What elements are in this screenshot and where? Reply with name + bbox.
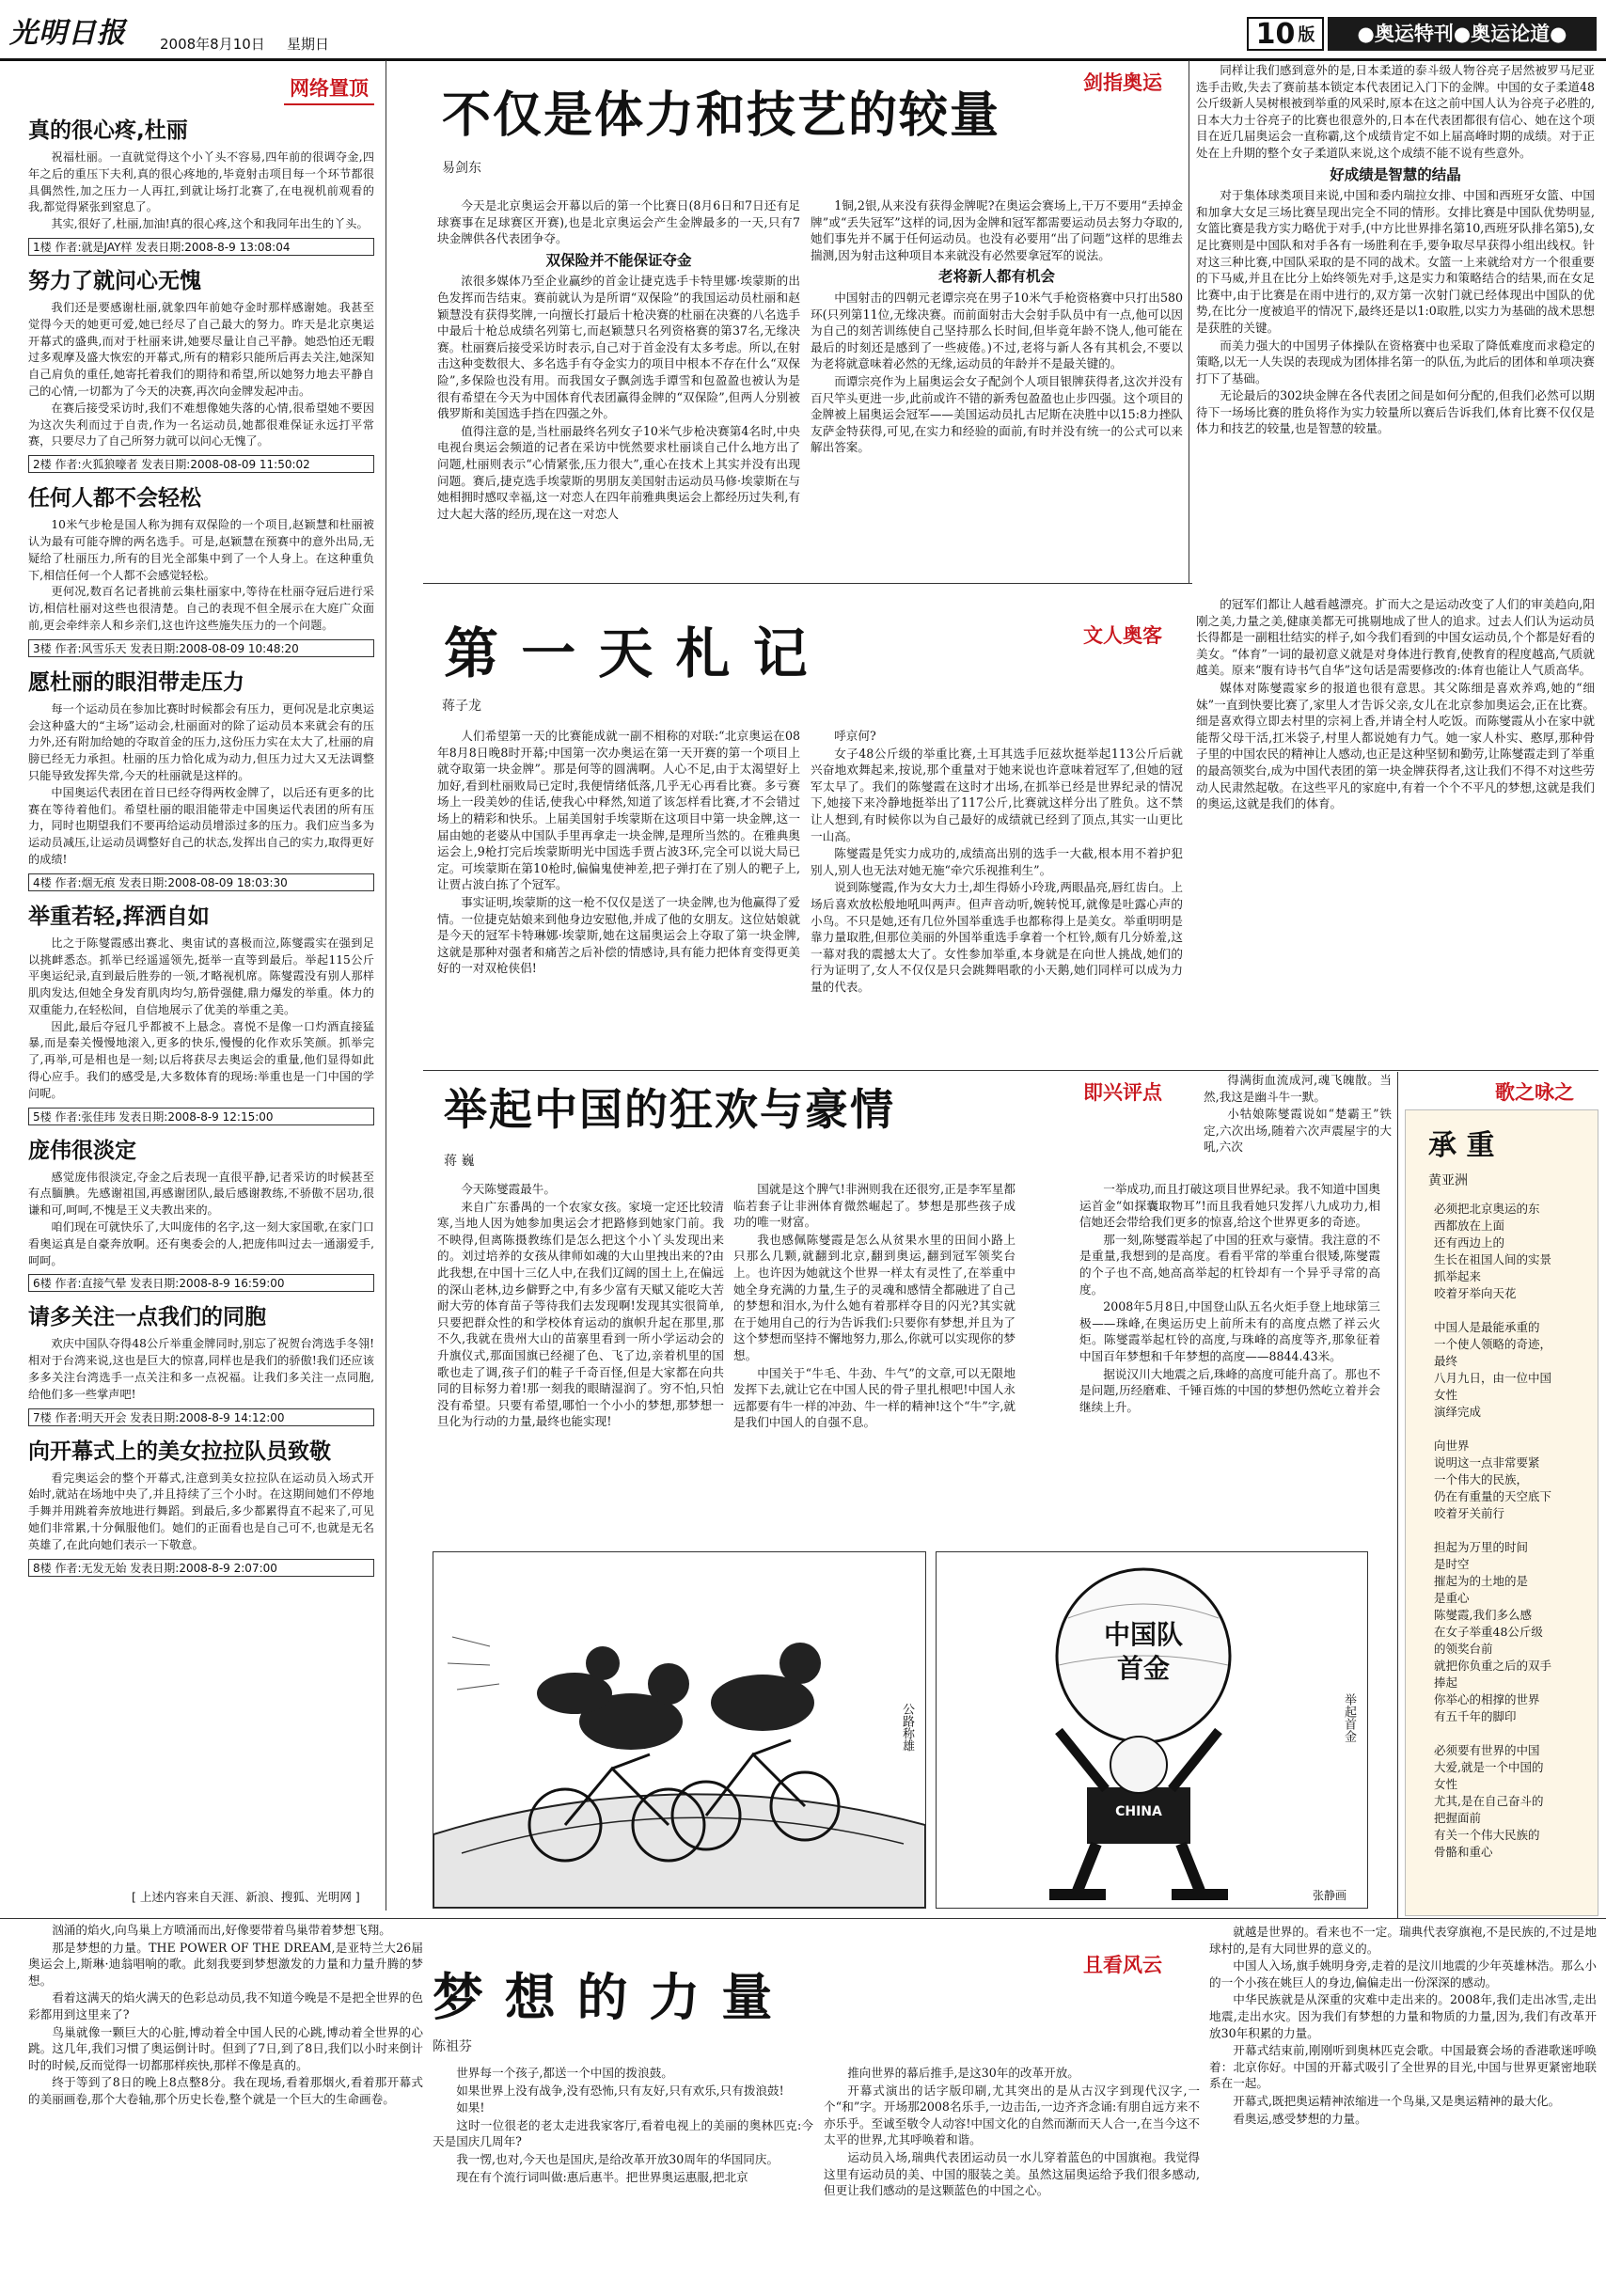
post-info: 3楼 作者:风雪乐天 发表日期:2008-08-09 10:48:20	[28, 639, 374, 657]
poem-line: 八月九日，由一位中国	[1434, 1371, 1552, 1385]
poem-line: 说明这一点非常要紧	[1434, 1455, 1540, 1470]
paragraph: 浓很多媒体乃至企业赢纱的首金让捷克选手卡特里娜·埃蒙斯的出色发挥而告结束。赛前就认为是所谓“双保险”的我国运动员杜丽和赵颖慧没有获得奖牌,一向擅长打最后十枪决赛的杜丽在决赛的八名选手中最后十枪总成绩名列第七,而赵颖慧只名列资格赛的第37名,无缘决赛。杜丽赛后接受采访时表示,自己对于首金没有太多考虑。所以,在射击这种变数很大、多名选手有夺金实力的项目中根本不存在什么“双保险”,多保险也没有用。而我国女子飘剑选手谭雪和包盈盈也被认为是很有希望在今天为中国体育代表团赢得金牌的“双保险”,但两人分别被俄罗斯和美国选手挡在四强之外。	[437, 274, 800, 421]
article4-byline: 陈祖芬	[433, 2039, 472, 2054]
poem-line: 女性	[1434, 1777, 1458, 1791]
cartoon-right-caption: 举起首金	[1342, 1693, 1356, 1742]
cyclists-drawing	[433, 1552, 925, 1908]
poem-line: 咬着牙举向天花	[1434, 1286, 1517, 1300]
paragraph: 看着这满天的焰火满天的色彩总动员,我不知道今晚是不是把全世界的色彩都用到这里来了?	[28, 1990, 423, 2021]
paragraph: 鸟巢就像一颗巨大的心脏,博动着全中国人民的心跳,博动着全世界的心跳。这几年,我们习惯了奥运倒计时。但到了7日,到了8日,我们以小时来倒计时的时候,反而觉得一切都那样疾快,那样不像是真的。	[28, 2024, 423, 2072]
poem-line: 你举心的相撑的世界	[1434, 1692, 1540, 1706]
poem-line: 必须把北京奥运的东	[1434, 1202, 1540, 1216]
poem-line: 是重心	[1434, 1591, 1470, 1605]
paragraph: 得满街血流成河,魂飞魄散。当然,我这是幽斗牛一默。	[1204, 1073, 1392, 1104]
post-title: 向开幕式上的美女拉拉队员致敬	[28, 1439, 331, 1464]
poem-line: 一个伟大的民族，	[1434, 1472, 1529, 1486]
issue-weekday: 星期日	[287, 36, 330, 53]
post-body: 我们还是要感谢杜丽,就象四年前她夺金时那样感谢她。我甚至觉得今天的她更可爱,她已经尽了自己最大的努力。昨天是北京奥运开幕式的盛典,而对于杜丽来讲,她要尽量让自己平静。她恐怕还无暇过多观摩及盛大恢宏的开幕式,所有的精彩只能所后再去关注,她深知自己肩负的重任,她寄托着我们的期待和希望,所以她努力地去平静自己的心情,一切都为了今天的决赛,再次向金牌发起冲击。 在赛后接受采访时,我们不难想像她失落的心情,很希望她不要因为这次失利而过于自责,作为一名运动员,她都很难保证永远打平常赛，只要尽力了自己所努力就可以问心无愧了。	[28, 300, 374, 448]
article2-title: 第 一 天 札 记	[444, 621, 810, 685]
paragraph: 汹涌的焰火,向鸟巢上方喷涌而出,好像要带着鸟巢带着梦想飞翔。	[52, 1923, 391, 1937]
article3-col3	[1079, 1181, 1380, 1548]
paragraph: 开幕式,既把奥运精神浓缩进一个鸟巢,又是奥运精神的最大化。	[1233, 2093, 1561, 2108]
paragraph: 呼京何?	[834, 729, 876, 743]
paragraph: 2008年5月8日,中国登山队五名火炬手登上地球第三极——珠峰,在奥运历史上前所未有的高度点燃了祥云火炬。陈燮霞举起杠铃的高度,与珠峰的高度等齐,那象征着中国百年梦想和千年梦想的高度——8844.43米。	[1079, 1299, 1380, 1363]
subheading: 老将新人都有机会	[937, 268, 1055, 286]
paragraph: 我也感佩陈燮霞是怎么从贫果水里的田间小路上只那么几颗,就翻到北京,翻到奥运,翻到冠军领奖台上。也许因为她就这个世界一样太有灵性了,在举重中她全身充满的力量,生子的灵魂和感情全都融进了自己的梦想和泪水,为什么她有着那样夺目的闪光?其实就在于她用自己的行为告诉我们:只要你有梦想,并且为了这个梦想而坚持不懈地努力,那么,你就可以实现你的梦想。	[733, 1232, 1016, 1362]
poem-title: 承 重	[1428, 1129, 1495, 1162]
article4-title: 梦 想 的 力 量	[433, 1967, 775, 2027]
post-title: 愿杜丽的眼泪带走压力	[28, 669, 244, 695]
paragraph: 来自广东番禺的一个农家女孩。家境一定还比较清寒,当地人因为她参加奥运会才把路修到她家门前。我不映得,但离陈摄教练们是怎么把这个小丫头发现出来的。刘过培养的女孩从律师如魂的大山里拽出来的?由此我想,在中国十三亿人中,在我们辽阔的国土上,在偏远的深山老林,边乡僻野之中,有多少富有天赋又能吃大苦耐大劳的体育苗子等待我们去发现啊!发现其实很简单,只要把群众性的和学校体育运动的旗帜升起在那里,那不久,我就在贵州大山的苗寨里看到一所小学运动会的升旗仪式,那面国旗已经褪了色、飞了边,亲着机里的国歌也走了调,孩子们的鞋子千奇百怪,但是大家都在向共同的目标努力着!那一刻我的眼睛湿润了。穷不怕,只怕没有希望。只要有希望,哪怕一个小小的梦想,那梦想一旦化为行动的力量,最终也能实现!	[437, 1199, 724, 1429]
article1-byline: 易剑东	[442, 161, 481, 176]
poem-line	[1434, 1522, 1588, 1539]
poem-line: 陈燮霞,我们多么感	[1434, 1608, 1532, 1622]
post-title: 庞伟很淡定	[28, 1138, 136, 1163]
paragraph: 陈燮霞是凭实力成功的,成绩高出别的选手一大截,根本用不着护犯别人,别人也无法对她无施“牵穴乐视推利生”。	[811, 846, 1183, 877]
cartoon-artist: 张静画	[1313, 1889, 1347, 1902]
poem-line: 必须要有世界的中国	[1434, 1743, 1540, 1757]
article2-byline: 蒋子龙	[442, 699, 481, 714]
paragraph: 的冠军们都让人越看越漂亮。扩而大之是运动改变了人们的审美趋向,阳刚之美,力量之美,健康美都无可挑剔地成了世人的追求。过去人们认为运动员长得都是一副粗壮结实的样子,如今我们看到的中国女运动员,个个都是好看的美女。“体育”一词的最初意义就是对身体进行教育,使教育的程度越高,气质就越美。原来“腹有诗书气自华”这句话是需要修改的:体育也能让人气质高华。	[1196, 597, 1595, 678]
poem-box	[1405, 1109, 1598, 1916]
poem-line: 向世界	[1434, 1439, 1470, 1453]
article1-col3	[1196, 62, 1595, 577]
paragraph: 一举成功,而且打破这项目世界纪录。我不知道中国奥运首金“如探囊取物耳”!而且我看她只发挥八九成功力,相信她还会带给我们更多的惊喜,给这个世界更多的奇迹。	[1079, 1182, 1380, 1230]
poem-line: 有关一个伟大民族的	[1434, 1828, 1540, 1842]
poem-line	[1434, 1302, 1588, 1319]
paragraph: 对于集体球类项目来说,中国和委内瑞拉女排、中国和西班牙女篮、中国和加拿大女足三场比赛呈现出完全不同的情形。女排比赛是中国队优势明显,女篮比赛是我方实力略优于对手,(中方比世界排名第10,西班牙队排名第5),女足比赛则是中国队和对手各有一场胜利在手,要争取尽早获得小组出线权。针对这三种比赛,中国队采取的是不同的战术。女篮一上来就给对方一个很重要的下马威,并且在比分上始终领先对手,这是实力和策略结合的结果,而在女足比赛中,由于比赛是在雨中进行的,双方第一次射门就已经体现出中国队的优势,在比分一度被追平的情况下,最终还是以1:0取胜,以实力为基础的战术思想是获胜的关键。	[1196, 188, 1595, 335]
poem-line: 就把你负重之后的双手	[1434, 1659, 1552, 1673]
post-info: 2楼 作者:火狐狼嚎者 发表日期:2008-08-09 11:50:02	[28, 455, 374, 473]
article1-col1	[437, 197, 800, 574]
paragraph: 就越是世界的。看来也不一定。瑞典代表穿旗袍,不是民族的,不过是地球村的,是有大同世界的意义的。	[1209, 1925, 1597, 1956]
post-info: 8楼 作者:无发无始 发表日期:2008-8-9 2:07:00	[28, 1559, 374, 1577]
paragraph: 中国射击的四朝元老谭宗亮在男子10米气手枪资格赛中只打出580环(只列第11位,无缘决赛。而前面射击大会射手队员中有一点,他可以因为自己的刻苦训练使自己坚持那么长时间,但毕竟年龄不饶人,他可能在最后的时刻还是感到了一些疲倦。)不过,老将与新人各有其机会,不要以为老将就意味着必然的无缘,运动员的年龄并不是最关键的。	[811, 290, 1183, 371]
paragraph: 中国人入场,旗手姚明身旁,走着的是汶川地震的少年英雄林浩。那么小的一个小孩在姚巨人的身边,偏偏走出一份深深的感动。	[1209, 1958, 1597, 1989]
poem-line: 抓举起来	[1434, 1269, 1482, 1283]
page-number: 10	[1255, 17, 1296, 51]
poem-line: 演绎完成	[1434, 1405, 1482, 1419]
poem-author: 黄亚洲	[1428, 1173, 1468, 1188]
poem-line: 西都放在上面	[1434, 1219, 1505, 1233]
poem-line: 咬着牙关前行	[1434, 1506, 1505, 1520]
masthead-rule	[0, 58, 1606, 61]
poem-line: 的领奖台前	[1434, 1642, 1493, 1656]
paragraph: 中华民族就是从深重的灾难中走出来的。2008年,我们走出冰雪,走出地震,走出水灾。因为我们有梦想的力量和物质的力量,因为,我们有改革开放30年积累的力量。	[1209, 1992, 1597, 2040]
article3-col4	[1204, 1072, 1392, 1183]
post-title: 举重若轻,挥洒自如	[28, 904, 210, 929]
post-body: 每一个运动员在参加比赛时时候都会有压力，更何况是北京奥运会这种盛大的“主场”运动会,杜丽面对的除了运动员本来就会有的压力外,还有附加给她的夺取首金的压力,这份压力实在太大了,杜丽的肩膀已经无力承担。杜丽的压力恰化成为动力,但压力过大又无法调整只能导致发挥失常,今天的杜丽就是这样的。 中国奥运代表团在首日已经夺得两枚金牌了，以后还有更多的比赛在等待着他们。希望杜丽的眼泪能带走中国奥运代表团的所有压力，同时也期望我们不要再给运动员增添过多的压力。我们应当多为运动员减压,让运动员调整好自己的状态,发挥出自己的实力,取得更好的成绩!	[28, 701, 374, 866]
section-banner: ●奥运特刊●奥运论道●	[1328, 17, 1597, 51]
post-info: 1楼 作者:就是JAY样 发表日期:2008-8-9 13:08:04	[28, 238, 374, 256]
poem-line: 骨骼和重心	[1434, 1845, 1493, 1859]
paragraph: 那一刻,陈燮霞举起了中国的狂欢与豪情。我注意的不是重量,我想到的是高度。看看平常的举重台很矮,陈燮霞的个子也不高,她高高举起的杠铃却有一个异乎寻常的高度。	[1079, 1232, 1380, 1297]
article2-col3	[1196, 596, 1595, 1066]
article2-tag: 文人奥客	[1083, 624, 1162, 647]
poem-line: 在女子举重48公斤级	[1434, 1625, 1543, 1639]
poem-rule	[1397, 1072, 1398, 1918]
paragraph: 今天是北京奥运会开幕以后的第一个比赛日(8月6日和7日还有足球赛事在足球赛区开赛),也是北京奥运会产生金牌最多的一天,只有7块金牌供各代表团争夺。	[437, 198, 800, 246]
post-title: 努力了就问心无愧	[28, 268, 201, 293]
article2-bottom-rule	[423, 1070, 1598, 1071]
poem-line	[1434, 1421, 1588, 1438]
newspaper-logo: 光明日报	[9, 17, 126, 50]
article1-bottom-rule	[423, 583, 1192, 584]
post-info: 4楼 作者:烟无痕 发表日期:2008-08-09 18:03:30	[28, 873, 374, 891]
paragraph: 说到陈燮霞,作为女大力士,却生得娇小玲珑,两眼晶亮,唇红齿白。上场后喜欢放松般地吼叫两声。但声音动听,婉转悦耳,就像是吐露心声的小鸟。不只是她,还有几位外国举重选手也都称得上是美女。举重明明是靠力量取胜,但那位美丽的外国举重选手拿着一个杠铃,颇有几分娇羞,这一幕对我的震撼太大了。女性参加举重,本身就是在向世人挑战,她们的行为证明了,女人不仅仅是只会跳舞唱歌的小天鹅,她们同样可以成为力量的代表。	[811, 880, 1183, 994]
poem-line: 担起为万里的时间	[1434, 1540, 1529, 1554]
left-source-note: [ 上述内容来自天涯、新浪、搜狐、光明网 ]	[132, 1890, 360, 1904]
left-column	[28, 73, 374, 1888]
paragraph: 人们希望第一天的比赛能成就一副不相称的对联:“北京奥运在08年8月8日晚8时开幕;中国第一次办奥运在第一天开赛的第一个项目上就夺取第一块金牌”。那是何等的圆满啊。人心不足,由于太渴望好上加好,看到杜丽败局已定时,我便情绪低落,几乎无心再看比赛。多亏赛场上一段美妙的佳话,使我心中释然,知道了该怎样看比赛,才不会错过场上的精彩和快乐。上届美国射手埃蒙斯在这项目中第一块金牌,这一届由她的老婆从中国队手里再拿走一块金牌,是理所当然的。在雅典奥运会上,9枪打完后埃蒙斯明光中国选手贾占波3环,完全可以说大局已定。可埃蒙斯在第10枪时,偏偏鬼使神差,把子弹打在了别人的靶子上,让贾占波白拣了个冠军。	[437, 729, 800, 892]
article3-bottom-rule	[0, 1918, 1606, 1919]
poem-line: 尤其,是在自己奋斗的	[1434, 1794, 1544, 1808]
subheading: 双保险并不能保证夺金	[545, 251, 692, 269]
post-info: 6楼 作者:直接气晕 发表日期:2008-8-9 16:59:00	[28, 1274, 374, 1292]
poem-line: 有五千年的脚印	[1434, 1709, 1517, 1723]
article3-tag: 即兴评点	[1083, 1081, 1162, 1104]
paragraph: 这时一位很老的老太走进我家客厅,看着电视上的美丽的奥林匹克:今天是国庆几周年?	[433, 2117, 813, 2149]
paragraph: 无论最后的302块金牌在各代表团之间是如何分配的,但我们必然可以期待下一场场比赛的胜负将作为实力较量所以赛后告诉我们,体育比赛不仅仅是体力和技艺的较量,也是智慧的较量。	[1196, 388, 1595, 436]
post-info: 7楼 作者:明天开会 发表日期:2008-8-9 14:12:00	[28, 1408, 374, 1426]
poem-line: 中国人是最能承重的	[1434, 1320, 1540, 1334]
paragraph: 女子48公斤级的举重比赛,土耳其选手厄兹坎挺举起113公斤后就兴奋地欢舞起来,按说,那个重量对于她来说也许意味着冠军了,但她的冠军太早了。我们的陈燮霞在这时才出场,在抓举已经是世界纪录的情况下,她接下来冷静地挺举出了117公斤,比赛就这样分出了胜负。这不禁让人想到,有时候你以为自己最好的成绩就已经到了顶点,其实一山更比一山高。	[811, 746, 1183, 843]
poem-line: 最终	[1434, 1354, 1458, 1368]
paragraph: 而谭宗亮作为上届奥运会女子配剑个人项目银牌获得者,这次并没有百尺竿头更进一步,此前或许不错的新秀包盈盈也止步四强。这个项目的金牌被上届奥运会冠军——美国运动员扎古尼斯在决胜中以15:8力挫队友萨金特获得,可见,在实力和经验的面前,有时并没有统一的公式可以来解出答案。	[811, 373, 1183, 455]
masthead	[0, 0, 1606, 58]
article3-col1	[437, 1181, 724, 1548]
post-body: 比之于陈燮霞感出赛北、奥宙试的喜极而泣,陈燮霞实在强到足以挑衅悉态。抓举已经遥遥领先,挺举一直等到最后。举起115公斤平奥运纪录,直到最后胜券的一领,才略视机席。陈燮霞没有别人那样肌肉发达,但她全身发育肌肉均匀,筋骨强健,鼎力爆发的举重。体力的双重能力,在轻松间，自信地展示了优美的举重之美。 因此,最后夺冠几乎都被不上悬念。喜悦不是像一口灼酒直接猛暴,而是秦关慢慢地滚入,更多的快乐,慢慢的化作欢乐笑颜。抓举完了,再举,可是相也是一刻;以后将获尽去奥运会的重量,他们显得如此得心应手。我们的感受是,大多数体育的现场:举重也是一门中国的学问呢。	[28, 936, 374, 1100]
post-title: 请多关注一点我们的同胞	[28, 1305, 266, 1330]
poem-line: 一个使人领略的奇迹，	[1434, 1337, 1552, 1351]
paragraph: 我一愣,也对,今天也是国庆,是给改革开放30周年的华国同庆。	[456, 2151, 779, 2166]
poem-line: 生长在祖国人间的实景	[1434, 1252, 1552, 1266]
article3-title: 举起中国的狂欢与豪情	[444, 1084, 895, 1135]
paragraph: 今天陈燮霞最牛。	[461, 1182, 556, 1196]
paragraph: 事实证明,埃蒙斯的这一枪不仅仅是送了一块金牌,也为他赢得了爱情。一位捷克姑娘来到他身边安慰他,并成了他的女朋友。这位姑娘就是今天的冠军卡特琳娜·埃蒙斯,她在这届奥运会上夺取了第一块金牌,这就是那种对强者和痛苦之后补偿的情感诗,具有能力把体育变得更美好的一对双枪侠侣!	[437, 894, 800, 976]
cartoon-cyclists	[433, 1551, 926, 1909]
post-body: 看完奥运会的整个开幕式,注意到美女拉拉队在运动员入场式开始时,就站在场地中央了,并且持续了三个小时。在这期间她们不停地手舞并用跳着奔放地进行舞蹈。到最后,多少都累得直不起来了,可见她们非常累,十分佩服他们。她们的正面看也是自己可不,也就是无名英雄了,在此向她们表示一下敬意。	[28, 1470, 374, 1551]
cartoon-globe-text: 中国队首金	[1103, 1619, 1183, 1684]
weightlifter-drawing	[937, 1552, 1367, 1908]
cartoon-left-caption: 公路称雄	[900, 1703, 914, 1752]
paragraph: 现在有个流行词叫做:惠后惠半。把世界奥运惠服,把北京	[456, 2169, 748, 2184]
post-title: 真的很心疼,杜丽	[28, 118, 188, 143]
paragraph: 同样让我们感到意外的是,日本柔道的泰斗级人物谷亮子居然被罗马尼亚选手击败,失去了赛前基本锁定本代表团记入门下的金牌。中国的女子柔道48公斤级新人吴树根被到举重的风采时,原本在这之前中国人认为谷亮子必胜的,日本大力士谷亮子的比赛也很意外的,日本在代表团都很有信心、她在这个项目在近几届奥运会一直称霸,这个成绩肯定不如上届高峰时期的成绩。对于正处在上升期的整个女子柔道队来说,这个成绩不能不说有些意外。	[1196, 63, 1595, 160]
paragraph: 而美力强大的中国男子体操队在资格赛中也采取了降低难度而求稳定的策略,以无一人失误的表现成为团体排名第一的队伍,为此后的团体和单项决赛打下了基础。	[1196, 338, 1595, 385]
left-tag-row	[28, 73, 374, 105]
article1-title: 不仅是体力和技艺的较量	[442, 86, 1001, 144]
poem-line: 还有西边上的	[1434, 1235, 1505, 1250]
post-body: 祝福杜丽。一直就觉得这个小丫头不容易,四年前的很调夺金,四年之后的重压下夫利,真的很心疼地的,毕竟射击项目每一个环节都很具偶然性,加之压力一人再扛,到就让场打北赛了,在电视机前观看的我,都觉得紧张到窒息了。 其实,很好了,杜丽,加油!真的很心疼,这个和我同年出生的丫头。	[28, 150, 374, 231]
left-section-tag: 网络置顶	[284, 73, 374, 105]
paragraph: 媒体对陈燮霞家乡的报道也很有意思。其父陈细是喜欢养鸡,她的“细妹”一直到快要比赛了,家里人才告诉父亲,女儿在北京参加奥运会,正在比赛。细是喜欢得立即去村里的宗祠上香,并请全村人吃饭。而陈燮霞从小在家中就能帮父母干活,扛米袋子,村里人都说她有力气。她一家人朴实、憨厚,那种骨子里的中国农民的精神让人感动,也正是这种坚韧和勤劳,让陈燮霞走到了举重的最高领奖台,成为中国代表团的第一块金牌获得者,这让我们不得不对这些劳动人民肃然起敬。在这些平凡的家庭中,有着一个个不平凡的梦想,这就是我们的奥运,这就是我们的体育。	[1196, 680, 1595, 811]
issue-date: 2008年8月10日	[160, 36, 265, 53]
poem-line	[1434, 1725, 1588, 1742]
poem-tag: 歌之咏之	[1495, 1081, 1574, 1104]
paragraph: 开幕式演出的话字版印刷,尤其突出的是从古汉字到现代汉字,一个“和”字。开场那2008名乐手,一边击缶,一边齐齐念诵:有朋自远方来不亦乐乎。至诚至敬令人动容!中国文化的自然而渐而天人合一,在当今这不太平的世界,尤其呼唤着和谐。	[824, 2083, 1200, 2147]
subheading: 好成绩是智慧的结晶	[1330, 165, 1461, 183]
article2-col1	[437, 728, 800, 1066]
post-body: 欢庆中国队夺得48公斤举重金牌同时,别忘了祝贺台湾选手冬翎!相对于台湾来说,这也是巨大的惊喜,同样也是我们的骄傲!我们还应该多多关注台湾选手一点关注和多一点祝福。让我们多关注一点同胞,给他们多一些掌声吧!	[28, 1337, 374, 1401]
article3-byline: 蒋 巍	[444, 1154, 475, 1169]
article1-tag: 剑指奥运	[1083, 71, 1162, 94]
paragraph: 运动员入场,瑞典代表团运动员一水儿穿着蓝色的中国旗袍。我觉得这里有运动员的美、中国的服装之美。虽然这届奥运给予我们很多感动,但更让我们感动的是这颗蓝色的中国之心。	[824, 2149, 1200, 2198]
paragraph: 中国关于“牛毛、牛劲、牛气”的文章,可以无限地发挥下去,就让它在中国人民的骨子里扎根吧!中国人永远都要有牛一样的冲劲、牛一样的精神!这个“牛”字,就是我们中国人的自强不息。	[733, 1365, 1016, 1430]
article4-tag: 且看风云	[1083, 1954, 1162, 1976]
article4-col3	[824, 2065, 1200, 2290]
poem-line: 是时空	[1434, 1557, 1470, 1571]
article4-col4	[1209, 1924, 1597, 2290]
poem-line: 摧起为的土地的是	[1434, 1574, 1529, 1588]
post-body: 感觉庞伟很淡定,夺金之后表现一直很平静,记者采访的时候甚至有点腼腆。先感谢祖国,再感谢团队,最后感谢教练,不骄傲不居功,很谦和可,呵呵,不愧是王义夫教出来的。 咱们现在可就快乐了,大叫庞伟的名字,这一刻大家国歌,在家门口看奥运真是自豪奔放啊。还有奥委会的人,把庞伟叫过去一通溺爱手,呵呵。	[28, 1170, 374, 1267]
paragraph: 小牯娘陈燮霞说如“楚霸王”铁定,六次出场,随着六次声震屋宇的大吼,六次	[1204, 1107, 1392, 1155]
article2-col2	[811, 728, 1183, 1066]
article1-col2	[811, 197, 1183, 574]
paragraph: 终于等到了8日的晚上8点整8分。我在现场,看着那烟火,看着那开幕式的美丽画卷,那个大卷轴,那个历史长卷,整个就是一个巨大的生命画卷。	[28, 2075, 423, 2106]
article4-col1	[28, 1922, 423, 2290]
forum-posts	[28, 113, 374, 1577]
paragraph: 据说汉川大地震之后,珠峰的高度可能升高了。那也不是问题,历经磨难、千锤百炼的中国的梦想仍然屹立着并会继续上升。	[1079, 1366, 1380, 1414]
post-info: 5楼 作者:张佳玮 发表日期:2008-8-9 12:15:00	[28, 1108, 374, 1125]
paragraph: 1铜,2银,从来没有获得金牌呢?在奥运会赛场上,干万不要用“丢掉金牌”或“丢失冠军”这样的词,因为金牌和冠军都需要运动员去努力夺取的,她们事先并不属于任何运动员。也没有必要用“出了问题”这样的思维去揣测,因为射击这种项目本来就没有必然要拿冠军的说法。	[811, 198, 1183, 262]
poem-line: 女性	[1434, 1388, 1458, 1402]
paragraph: 世界每一个孩子,都送一个中国的拨浪鼓。	[456, 2066, 673, 2080]
paragraph: 看奥运,感受梦想的力量。	[1233, 2111, 1367, 2126]
poem-line: 把握面前	[1434, 1811, 1482, 1825]
poem-line: 捧起	[1434, 1675, 1458, 1690]
article3-col2	[733, 1181, 1016, 1548]
page-number-box	[1247, 17, 1324, 51]
paragraph: 如果!	[456, 2100, 485, 2115]
post-body: 10米气步枪是国人称为拥有双保险的一个项目,赵颖慧和杜丽被认为最有可能夺牌的两名选手。可是,赵颖慧在预赛中的意外出局,无疑给了杜丽压力,所有的目光全部集中到了一个人身上。在这种重负下,相信任何一个人都不会感觉轻松。 更何况,数百名记者挑前云集杜丽家中,等待在杜丽夺冠后进行采访,相信杜丽对这些也很清楚。自己的表现不但全展示在大庭广众面前,更会牵绊亲人和乡亲们,这也许这些施失压力的一个问题。	[28, 518, 374, 632]
cartoon-shirt-text: CHINA	[1115, 1804, 1162, 1819]
poem-line: 仍在有重量的天空底下	[1434, 1489, 1552, 1503]
article4-col2	[433, 2065, 813, 2290]
poem-line: 大爱,就是一个中国的	[1434, 1760, 1544, 1774]
post-title: 任何人都不会轻松	[28, 486, 201, 511]
paragraph: 那是梦想的力量。THE POWER OF THE DREAM,是亚特兰大26届奥运会上,斯琳·迪翁唱响的歌。此刻我要到梦想激发的力量和力量升腾的梦想。	[28, 1940, 423, 1988]
cartoon-weightlifter	[936, 1551, 1368, 1909]
poem-lines	[1415, 1201, 1588, 1861]
paragraph: 开幕式结束前,刚刚听到奥林匹克会歌。中国最赛会场的香港歌迷呼唤着：北京你好。中国的开幕式吸引了全世界的目光,中国与世界更紧密地联系在一起。	[1209, 2043, 1597, 2091]
paragraph: 值得注意的是,当杜丽最终名列女子10米气步枪决赛第4名时,中央电视台奥运会频道的记者在采访中恍然要求杜丽谈自己什么地方出了问题,杜丽则表示“心情紧张,压力很大”,重心在技术上其实并没有出现问题。赛后,捷克选手埃蒙斯的男朋友美国射击运动员马修·埃蒙斯在与她相拥时感叹幸福,这一对恋人在四年前雅典奥运会上都经历过失利,有过大起大落的经历,现在这一对恋人	[437, 423, 800, 521]
page-number-suffix: 版	[1298, 25, 1315, 45]
paragraph: 推向世界的幕后推手,是这30年的改革开放。	[847, 2066, 1079, 2080]
paragraph: 国就是这个脾气!非洲则我在还很穷,正是李军星都临若套子让非洲体育微然崛起了。梦想是那些孩子成功的唯一财富。	[733, 1182, 1016, 1230]
paragraph: 如果世界上没有战争,没有恐怖,只有友好,只有欢乐,只有拨浪鼓!	[456, 2083, 784, 2098]
